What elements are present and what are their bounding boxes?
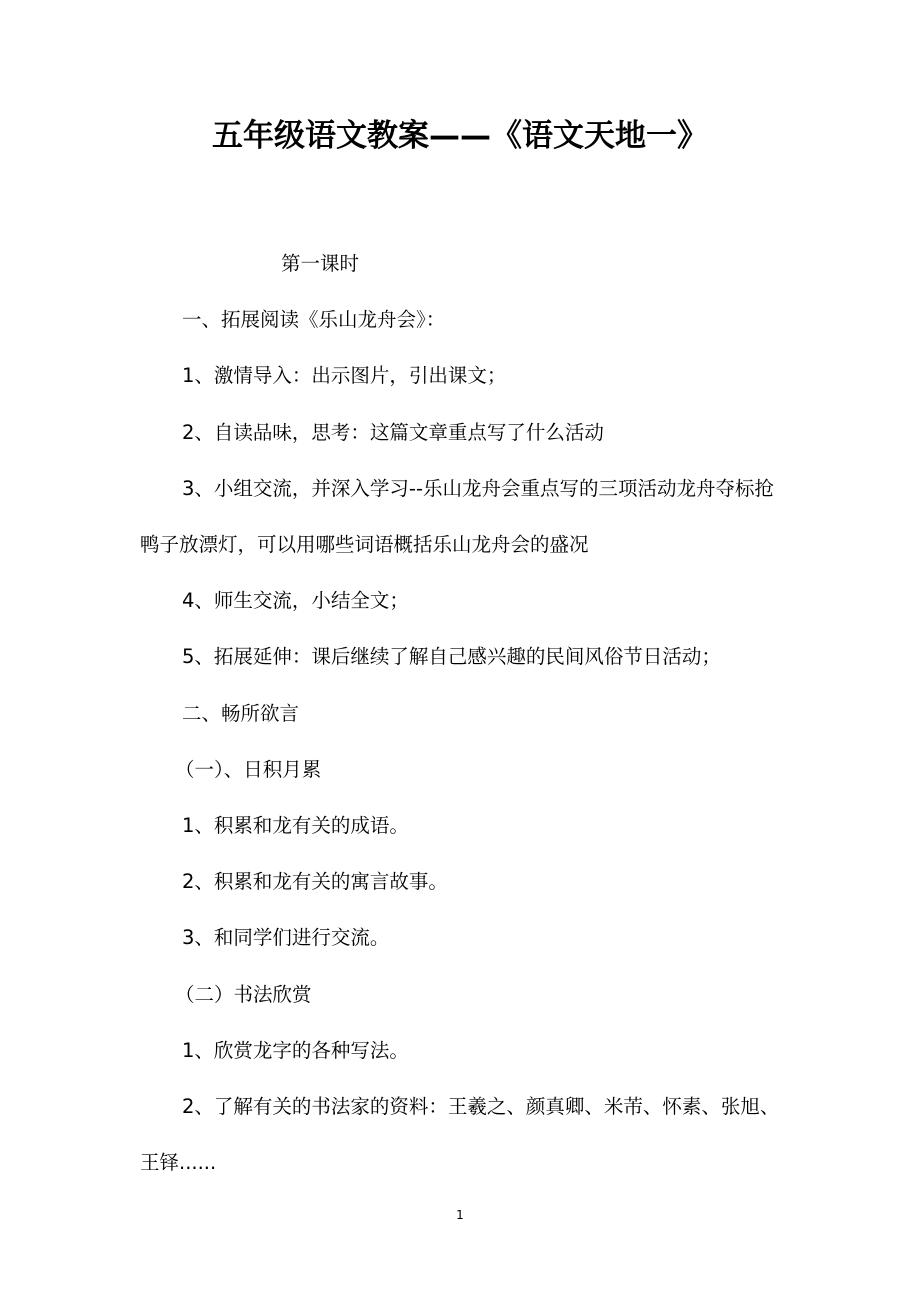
document-body (140, 236, 790, 1191)
document-title: 五年级语文教案——《语文天地一》 (212, 118, 708, 154)
page-number: 1 (456, 1208, 464, 1222)
paragraph: 1、欣赏龙字的各种写法。 (182, 1038, 409, 1062)
paragraph: 1、积累和龙有关的成语。 (182, 814, 409, 838)
paragraph: 2、了解有关的书法家的资料：王羲之、颜真卿、米芾、怀素、张旭、王铎...... (140, 1095, 780, 1175)
paragraph: 5、拓展延伸：课后继续了解自己感兴趣的民间风俗节日活动； (182, 645, 721, 669)
paragraph: 2、积累和龙有关的寓言故事。 (182, 870, 448, 894)
section-heading: 二、畅所欲言 (182, 701, 300, 725)
section-heading: 一、拓展阅读《乐山龙舟会》： (182, 308, 446, 332)
paragraph: 1、激情导入：出示图片，引出课文； (182, 364, 507, 388)
lesson-heading: 第一课时 (281, 252, 360, 275)
paragraph: 3、小组交流，并深入学习--乐山龙舟会重点写的三项活动龙舟夺标抢鸭子放漂灯，可以用哪些词语概括乐山龙舟会的盛况 (140, 476, 774, 557)
paragraph: 2、自读品味，思考：这篇文章重点写了什么活动 (182, 420, 604, 444)
paragraph: 4、师生交流，小结全文； (182, 589, 409, 613)
paragraph: 3、和同学们进行交流。 (182, 926, 390, 950)
subsection-heading: （二）书法欣赏 (175, 982, 312, 1006)
subsection-heading: （一）、日积月累 (175, 757, 322, 781)
